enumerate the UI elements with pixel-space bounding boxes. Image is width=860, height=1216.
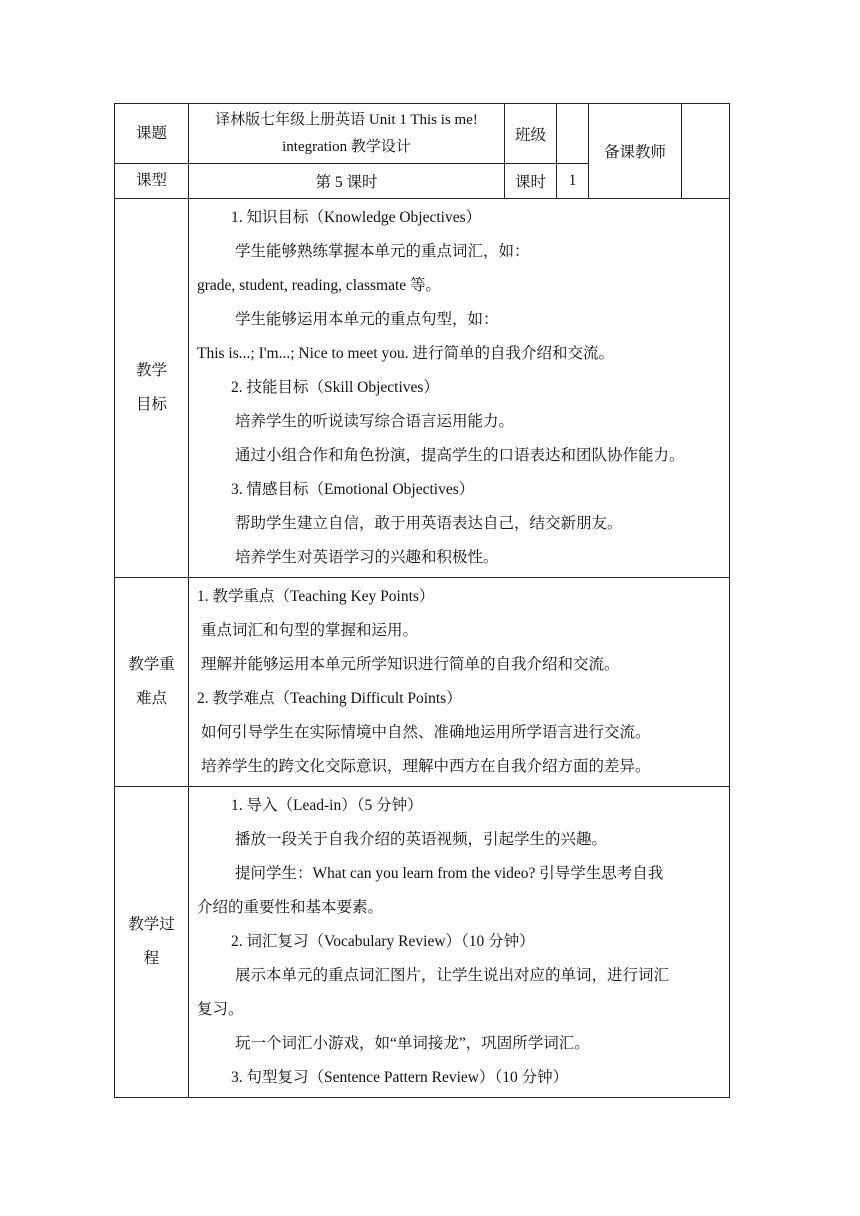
row-keypoints bbox=[115, 578, 730, 787]
process-line: 复习。 bbox=[197, 1001, 244, 1018]
row-process bbox=[115, 787, 730, 1098]
goals-content bbox=[189, 199, 730, 578]
teacher-label: 备课教师 bbox=[589, 104, 682, 199]
teacher-value bbox=[682, 104, 730, 199]
goals-line: 培养学生对英语学习的兴趣和积极性。 bbox=[235, 549, 499, 566]
goals-line: 学生能够熟练掌握本单元的重点词汇，如： bbox=[235, 243, 530, 260]
keypoints-line: 1. 教学重点（Teaching Key Points） bbox=[197, 588, 435, 605]
process-content bbox=[189, 787, 730, 1098]
goals-line: 3. 情感目标（Emotional Objectives） bbox=[231, 481, 475, 498]
row-subject bbox=[115, 104, 730, 164]
class-value bbox=[557, 104, 589, 164]
goals-line: 培养学生的听说读写综合语言运用能力。 bbox=[235, 413, 515, 430]
goals-line: 帮助学生建立自信，敢于用英语表达自己，结交新朋友。 bbox=[235, 515, 623, 532]
hours-label: 课时 bbox=[505, 164, 557, 199]
keypoints-label-line2: 难点 bbox=[135, 690, 167, 707]
goals-line: grade, student, reading, classmate 等。 bbox=[197, 277, 442, 294]
hours-value: 1 bbox=[557, 164, 589, 199]
subject-value bbox=[189, 104, 505, 164]
type-label: 课型 bbox=[115, 164, 189, 199]
process-line: 展示本单元的重点词汇图片，让学生说出对应的单词，进行词汇 bbox=[235, 967, 670, 984]
process-label-line1: 教学过 bbox=[128, 916, 175, 933]
process-line: 播放一段关于自我介绍的英语视频，引起学生的兴趣。 bbox=[235, 831, 608, 848]
process-line: 介绍的重要性和基本要素。 bbox=[197, 899, 384, 916]
goals-line: This is...; I'm...; Nice to meet you. 进行简单的自我介绍和交流。 bbox=[197, 345, 614, 362]
goals-line: 通过小组合作和角色扮演，提高学生的口语表达和团队协作能力。 bbox=[235, 447, 685, 464]
keypoints-line: 重点词汇和句型的掌握和运用。 bbox=[201, 622, 419, 639]
subject-value-line2: integration 教学设计 bbox=[282, 138, 411, 155]
keypoints-line: 培养学生的跨文化交际意识，理解中西方在自我介绍方面的差异。 bbox=[201, 758, 651, 775]
class-label: 班级 bbox=[505, 104, 557, 164]
goals-line: 1. 知识目标（Knowledge Objectives） bbox=[231, 209, 482, 226]
process-label bbox=[115, 787, 189, 1098]
keypoints-line: 理解并能够运用本单元所学知识进行简单的自我介绍和交流。 bbox=[201, 656, 620, 673]
process-label-line2: 程 bbox=[143, 950, 160, 967]
goals-label bbox=[115, 199, 189, 578]
row-goals bbox=[115, 199, 730, 578]
process-line: 2. 词汇复习（Vocabulary Review）（10 分钟） bbox=[231, 933, 535, 950]
subject-label: 课题 bbox=[115, 104, 189, 164]
keypoints-content bbox=[189, 578, 730, 787]
keypoints-label-line1: 教学重 bbox=[128, 656, 175, 673]
goals-line: 学生能够运用本单元的重点句型，如： bbox=[235, 311, 499, 328]
lesson-plan-table bbox=[114, 103, 730, 1098]
process-line: 1. 导入（Lead-in）（5 分钟） bbox=[231, 797, 423, 814]
type-value: 第 5 课时 bbox=[189, 164, 505, 199]
process-line: 玩一个词汇小游戏，如“单词接龙”，巩固所学词汇。 bbox=[235, 1035, 590, 1052]
goals-label-line1: 教学 bbox=[135, 362, 167, 379]
keypoints-line: 如何引导学生在实际情境中自然、准确地运用所学语言进行交流。 bbox=[201, 724, 651, 741]
goals-line: 2. 技能目标（Skill Objectives） bbox=[231, 379, 439, 396]
process-line: 3. 句型复习（Sentence Pattern Review）（10 分钟） bbox=[231, 1069, 569, 1086]
keypoints-line: 2. 教学难点（Teaching Difficult Points） bbox=[197, 690, 462, 707]
keypoints-label bbox=[115, 578, 189, 787]
subject-value-line1: 译林版七年级上册英语 Unit 1 This is me! bbox=[215, 111, 478, 128]
goals-label-line2: 目标 bbox=[135, 396, 167, 413]
process-line: 提问学生：What can you learn from the video? 引导学生思考自我 bbox=[235, 865, 664, 882]
